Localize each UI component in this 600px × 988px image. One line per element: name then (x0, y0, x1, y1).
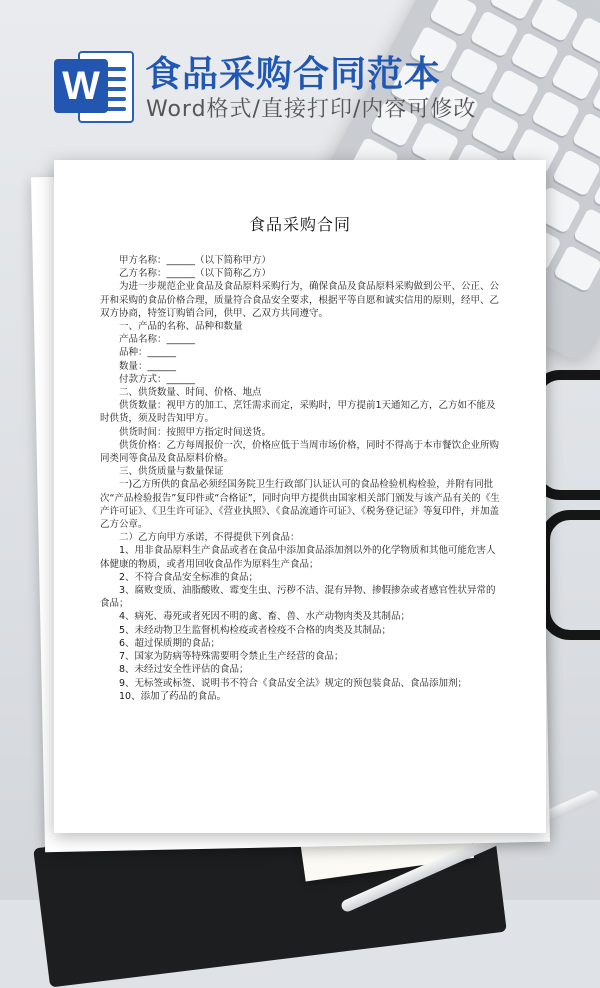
clause-paragraph: 供货数量：视甲方的加工、烹饪需求而定，采购时，甲方提前1天通知乙方，乙方如不能及时供货，须及时告知甲方。 (100, 400, 496, 425)
word-doc-icon (52, 45, 134, 125)
clause-paragraph: 二）乙方向甲方承诺，不得提供下列食品： (119, 532, 300, 544)
list-item: 2、不符合食品安全标准的食品； (119, 571, 259, 583)
clause-paragraph: 一)乙方所供的食品必须经国务院卫生行政部门认证认可的食品检验机构检验，并附有同批次“产品检验报告”复印件或“合格证”，同时向甲方提供由国家相关部门颁发与该产品有关的《生产许可证》、《卫生许可证》、《营业执照》、《食品流通许可证》、《税务登记证》等复印件，并加盖乙方公章。 (100, 479, 500, 531)
list-item: 4、病死、毒死或者死因不明的禽、畜、兽、水产动物肉类及其制品； (119, 611, 411, 623)
party-b-line: 乙方名称：______（以下简称乙方） (119, 268, 272, 280)
list-item: 7、国家为防病等特殊需要明令禁止生产经营的食品； (119, 651, 344, 663)
document-body (100, 254, 504, 703)
field-line: 品种：______ (119, 347, 177, 359)
banner-title: 食品采购合同范本 (145, 54, 442, 95)
section-heading: 三、供货质量与数量保证 (119, 466, 224, 478)
list-item: 5、未经动物卫生监督机构检疫或者检疫不合格的肉类及其制品； (119, 624, 392, 636)
section-heading: 一、产品的名称、品种和数量 (119, 321, 243, 333)
clause-paragraph: 供货时间：按照甲方指定时间送货。 (119, 426, 272, 438)
banner-subtitle: Word格式/直接打印/内容可修改 (146, 97, 477, 122)
list-item: 10、添加了药品的食品。 (119, 690, 227, 702)
document-title: 食品采购合同 (248, 215, 351, 234)
field-line: 产品名称：______ (119, 334, 196, 346)
clause-paragraph: 供货价格：乙方每周报价一次，价格应低于当周市场价格，同时不得高于本市餐饮企业所购同类同等食品及食品原料价格。 (100, 439, 500, 465)
section-heading: 二、供货数量、时间、价格、地点 (119, 387, 262, 399)
preamble-paragraph: 为进一步规范企业食品及食品原料采购行为，确保食品及食品原料采购做到公平、公正、公开和采购的食品价格合理，质量符合食品安全要求，根据平等自愿和诚实信用的原则，经甲、乙双方协商，特签订购销合同，供甲、乙双方共同遵守。 (100, 281, 500, 319)
field-line: 数量：______ (119, 360, 177, 372)
word-icon-letter: W (54, 59, 108, 113)
list-item: 3、腐败变质、油脂酸败、霉变生虫、污秽不洁、混有异物、掺假掺杂或者感官性状异常的食品； (100, 585, 496, 610)
list-item: 1、用非食品原料生产食品或者在食品中添加食品添加剂以外的化学物质和其他可能危害人体健康的物质，或者用回收食品作为原料生产食品； (100, 545, 496, 570)
list-item: 9、无标签或标签、说明书不符合《食品安全法》规定的预包装食品、食品添加剂； (119, 677, 468, 689)
list-item: 6、超过保质期的食品； (119, 637, 221, 649)
list-item: 8、未经过安全性评估的食品； (119, 664, 249, 676)
party-a-line: 甲方名称：______（以下简称甲方） (119, 255, 272, 266)
field-line: 付款方式：______ (119, 373, 196, 385)
